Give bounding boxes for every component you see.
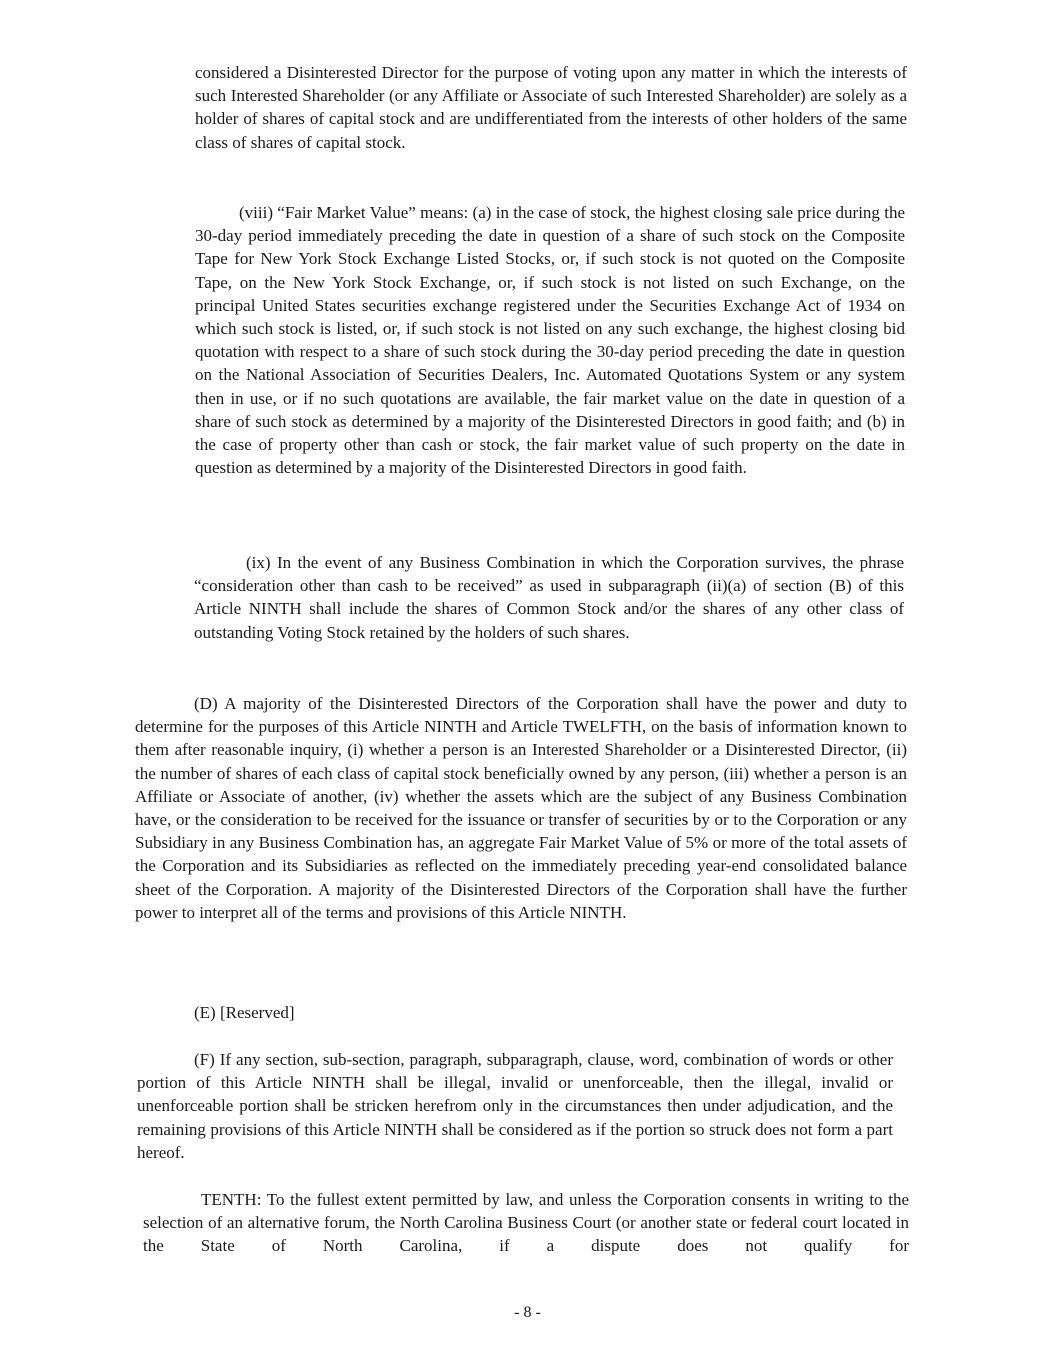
business-combination-paragraph: (ix) In the event of any Business Combination in which the Corporation survives, the phrase “consideration other than cash to be received” as used in subparagraph (ii)(a) of section (B) of this Article NINTH shall include the shares of Common Stock and/or the shares of any other class of outstanding Voting Stock retained by the holders of such shares. — [194, 553, 904, 642]
page-number: - 8 - — [514, 1304, 541, 1321]
section-f-paragraph: (F) If any section, sub-section, paragraph, subparagraph, clause, word, combination of words or other portion of this Article NINTH shall be illegal, invalid or unenforceable, then the illegal, invalid or unenforceable portion shall be stricken herefrom only in the circumstances then under adjudication, and the remaining provisions of this Article NINTH shall be considered as if the portion so struck does not form a part hereof. — [137, 1050, 893, 1162]
continuation-paragraph: considered a Disinterested Director for the purpose of voting upon any matter in which the interests of such Interested Shareholder (or any Affiliate or Associate of such Interested Shareholder) are solely as a holder of shares of capital stock and are undifferentiated from the interests of other holders of the same class of shares of capital stock. — [195, 63, 907, 152]
section-d-paragraph: (D) A majority of the Disinterested Directors of the Corporation shall have the power and duty to determine for the purposes of this Article NINTH and Article TWELFTH, on the basis of information known to them after reasonable inquiry, (i) whether a person is an Interested Shareholder or a Disinterested Director, (ii) the number of shares of each class of capital stock beneficially owned by any person, (iii) whether a person is an Affiliate or Associate of another, (iv) whether the assets which are the subject of any Business Combination have, or the consideration to be received for the issuance or transfer of securities by or to the Corporation or any Subsidiary in any Business Combination has, an aggregate Fair Market Value of 5% or more of the total assets of the Corporation and its Subsidiaries as reflected on the immediately preceding year-end consolidated balance sheet of the Corporation. A majority of the Disinterested Directors of the Corporation shall have the further power to interpret all of the terms and provisions of this Article NINTH. — [135, 694, 907, 922]
section-e-paragraph: (E) [Reserved] — [194, 1003, 295, 1022]
fair-market-value-paragraph: (viii) “Fair Market Value” means: (a) in the case of stock, the highest closing sale price during the 30-day period immediately preceding the date in question of a share of such stock on the Composite Tape for New York Stock Exchange Listed Stocks, or, if such stock is not quoted on the Composite Tape, on the New York Stock Exchange, or, if such stock is not listed on such Exchange, on the principal United States securities exchange registered under the Securities Exchange Act of 1934 on which such stock is listed, or, if such stock is not listed on any such exchange, the highest closing bid quotation with respect to a share of such stock during the 30-day period preceding the date in question on the National Association of Securities Dealers, Inc. Automated Quotations System or any system then in use, or if no such quotations are available, the fair market value on the date in question of a share of such stock as determined by a majority of the Disinterested Directors in good faith; and (b) in the case of property other than cash or stock, the fair market value of such property on the date in question as determined by a majority of the Disinterested Directors in good faith. — [195, 203, 905, 478]
article-tenth-paragraph: TENTH: To the fullest extent permitted by law, and unless the Corporation consents in writing to the selection of an alternative forum, the North Carolina Business Court (or another state or federal court located in the State of North Carolina, if a dispute does not qualify for — [143, 1190, 909, 1256]
